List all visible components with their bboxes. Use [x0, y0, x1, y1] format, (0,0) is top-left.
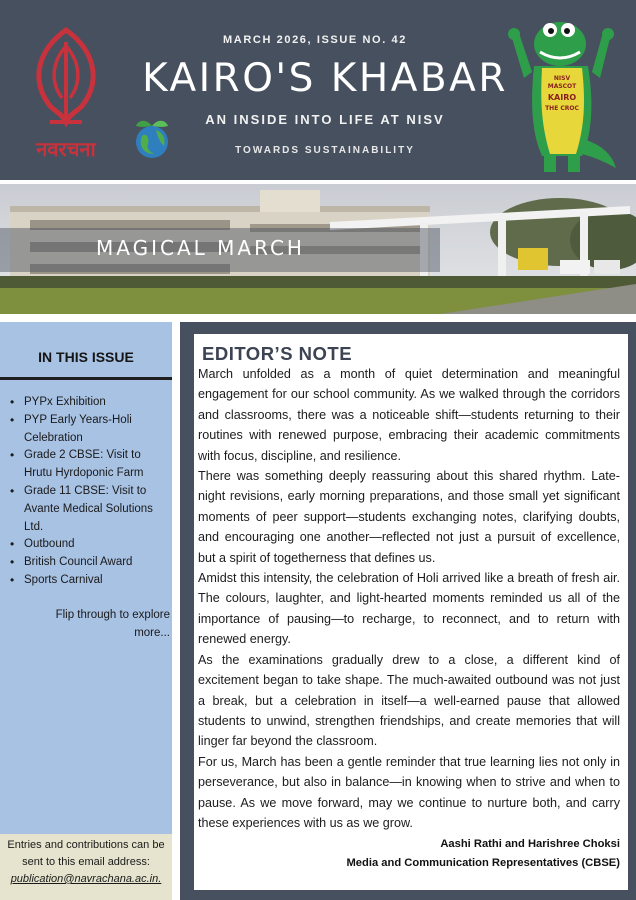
mascot-sign-line-3: KAIRO: [547, 93, 577, 102]
editor-signoff: [198, 835, 620, 873]
logo-wordmark: नवरचना: [36, 137, 96, 161]
masthead: [0, 0, 636, 180]
banner-title: MAGICAL MARCH: [96, 236, 305, 260]
campus-banner: [0, 184, 636, 314]
newsletter-tagline: TOWARDS SUSTAINABILITY: [235, 145, 415, 156]
editor-note-body: [198, 364, 620, 833]
mascot-sign-line-1: NISV: [553, 75, 571, 82]
sidebar-title: IN THIS ISSUE: [38, 349, 134, 365]
sidebar-divider: [0, 377, 172, 380]
editor-paragraph: For us, March has been a gentle reminder that true learning lies not only in perseverance, but also in balance—in knowing when to strive and when to pause. As we move forward, may we continue to nurture both, and carry these experiences with us as we grow.: [198, 754, 620, 830]
editor-paragraph: Amidst this intensity, the celebration of Holi arrived like a breath of fresh air. The colours, laughter, and light-hearted moments reminded us all of the importance of pausing—to recharge, to reconnect, and to return with renewed energy.: [198, 571, 620, 647]
issue-contents-list: [24, 394, 172, 590]
editor-note-panel: [194, 334, 628, 890]
editor-paragraph: As the examinations gradually drew to a close, a different kind of excitement began to take shape. The much-awaited outbound was not just a break, but a celebration in itself—a well-earned pause that allowed students to unwind, strengthen friendships, and create memories that will linger far beyond the classroom.: [198, 652, 620, 749]
list-item: • British Council Award: [24, 554, 172, 572]
contact-email-link[interactable]: publication@navrachana.ac.in.: [10, 873, 162, 885]
list-item: • PYPx Exhibition: [24, 394, 172, 412]
list-item: • Outbound: [24, 536, 172, 554]
contributions-box: [0, 834, 172, 900]
list-item: • Grade 11 CBSE: Visit to Avante Medical Solutions Ltd.: [24, 483, 172, 536]
flip-through-note: Flip through to explore more...: [55, 609, 170, 639]
signoff-names: Aashi Rathi and Harishree Choksi: [440, 838, 620, 851]
issue-date: MARCH 2026, ISSUE NO. 42: [223, 34, 407, 46]
mascot-sign-line-4: THE CROC: [545, 105, 579, 112]
list-item: • Sports Carnival: [24, 572, 172, 590]
school-logo: [16, 24, 116, 162]
list-item: • Grade 2 CBSE: Visit to Hrutu Hyrdoponic Farm: [24, 447, 172, 483]
newsletter-subtitle: AN INSIDE INTO LIFE AT NISV: [205, 112, 445, 127]
crocodile-mascot-illustration: [506, 8, 618, 176]
signoff-role: Media and Communication Representatives (CBSE): [346, 857, 620, 870]
editor-paragraph: March unfolded as a month of quiet determination and meaningful engagement for our school community. As we walked through the corridors and classrooms, there was a noticeable shift—students returning to their routines with renewed purpose, embracing their academic commitments with focus, discipline, and resilience.: [198, 367, 620, 463]
list-item: • PYP Early Years-Holi Celebration: [24, 412, 172, 448]
editor-paragraph: There was something deeply reassuring about this shared rhythm. Late-night revisions, early morning preparations, and those small yet significant moments of peer support—students exchanging notes, clarifying doubts, and encouraging one another—reflected not just a pursuit of excellence, but a spirit of togetherness that defines us.: [198, 469, 620, 565]
newsletter-title: KAIRO'S KHABAR: [142, 56, 508, 101]
editor-note-title: EDITOR’S NOTE: [202, 343, 353, 364]
contributions-text: Entries and contributions can be sent to this email address:: [7, 839, 165, 868]
sidebar-in-this-issue: [0, 322, 172, 900]
mascot-sign-line-2: MASCOT: [547, 83, 577, 90]
